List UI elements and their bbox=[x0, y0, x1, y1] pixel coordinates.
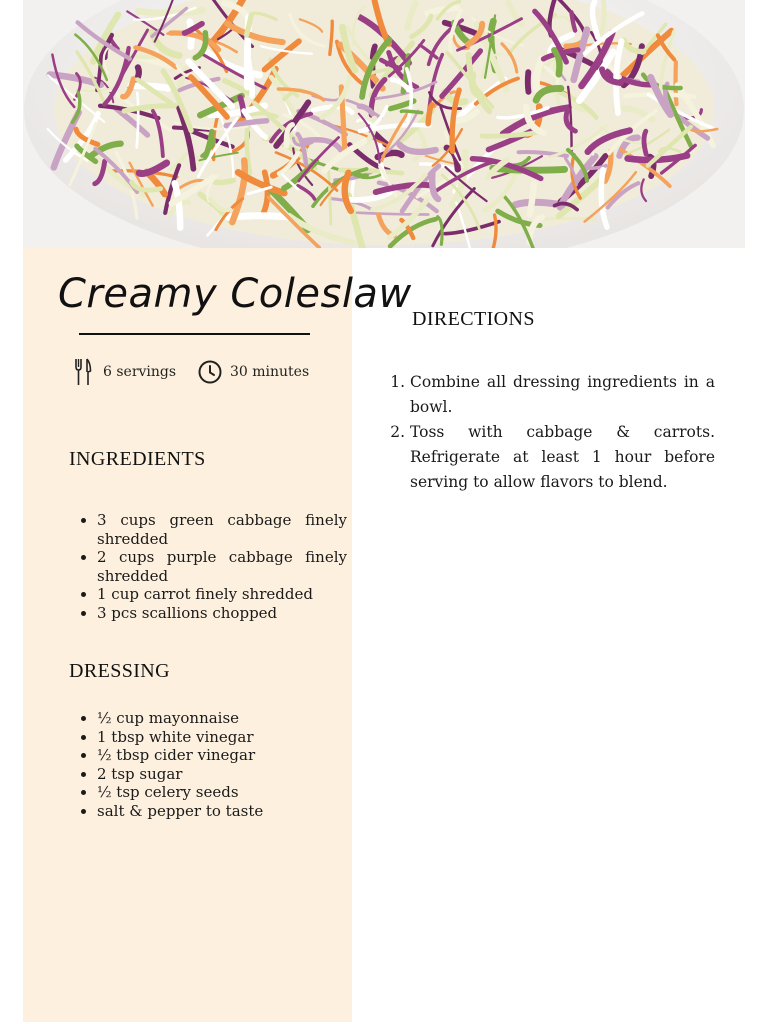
time-info bbox=[198, 356, 309, 388]
directions-heading: DIRECTIONS bbox=[412, 308, 535, 330]
dressing-item: • 2 tsp sugar bbox=[97, 765, 347, 784]
direction-step: 1. Combine all dressing ingredients in a bowl. bbox=[410, 370, 715, 420]
ingredients-list bbox=[75, 511, 347, 622]
title-underline bbox=[79, 333, 310, 335]
slaw-shred bbox=[138, 10, 202, 13]
dressing-list bbox=[75, 709, 347, 820]
dressing-item: • ½ cup mayonnaise bbox=[97, 709, 347, 728]
ingredient-item: • 1 cup carrot finely shredded bbox=[97, 585, 347, 604]
slaw-shred bbox=[644, 131, 646, 154]
dressing-heading: DRESSING bbox=[69, 660, 170, 682]
coleslaw-photo bbox=[23, 0, 745, 248]
clock-icon bbox=[198, 356, 222, 388]
ingredient-item: • 2 cups purple cabbage finely shredded bbox=[97, 548, 347, 585]
ingredients-heading: INGREDIENTS bbox=[69, 448, 206, 470]
servings-text: 6 servings bbox=[103, 364, 177, 380]
ingredient-item: • 3 pcs scallions chopped bbox=[97, 604, 347, 623]
slaw-shred bbox=[402, 111, 422, 113]
directions-list bbox=[392, 370, 715, 495]
dressing-item: • ½ tsp celery seeds bbox=[97, 783, 347, 802]
fork-knife-icon bbox=[71, 356, 95, 388]
coleslaw-illustration bbox=[23, 0, 745, 248]
time-text: 30 minutes bbox=[230, 364, 310, 380]
direction-step: 2. Toss with cabbage & carrots. Refrigerate at least 1 hour before serving to allow flavors to blend. bbox=[410, 420, 715, 495]
servings-info bbox=[71, 356, 176, 388]
slaw-shred bbox=[528, 72, 529, 92]
dressing-item: • ½ tbsp cider vinegar bbox=[97, 746, 347, 765]
recipe-title: Creamy Coleslaw bbox=[58, 271, 412, 317]
dressing-item: • salt & pepper to taste bbox=[97, 802, 347, 821]
slaw-shred bbox=[137, 93, 139, 147]
dressing-item: • 1 tbsp white vinegar bbox=[97, 728, 347, 747]
ingredient-item: • 3 cups green cabbage finely shredded bbox=[97, 511, 347, 548]
recipe-sidebar bbox=[23, 248, 412, 1022]
slaw-shred bbox=[530, 184, 534, 214]
